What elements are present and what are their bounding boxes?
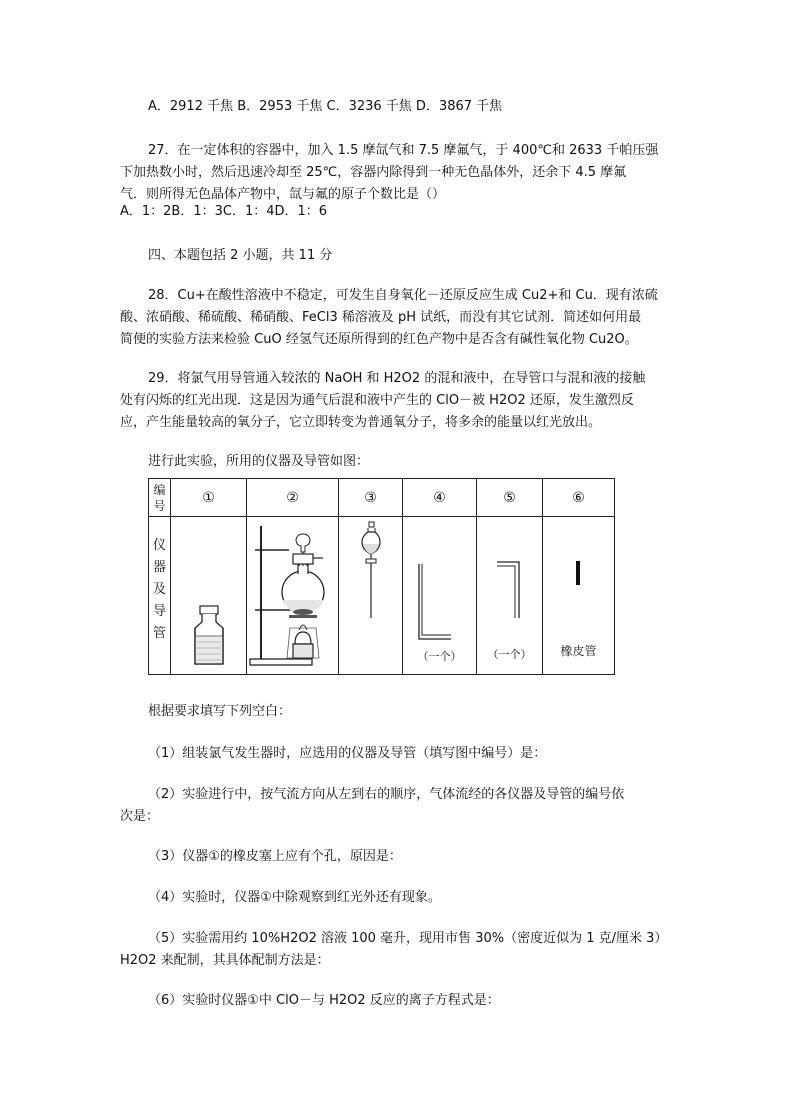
q27-line1: 27．在一定体积的容器中，加入 1.5 摩氙气和 7.5 摩氟气，于 400℃和 2633 千帕压强 xyxy=(148,143,659,158)
number-cell-5 xyxy=(477,479,543,517)
row-label-cell xyxy=(149,517,171,675)
q29-intro: 进行此实验，所用的仪器及导管如图： xyxy=(148,454,370,469)
item-6: （6）实验时仪器①中 ClO－与 H2O2 反应的离子方程式是： xyxy=(148,993,500,1008)
header-label-cell xyxy=(149,479,171,517)
item-1: （1）组装氯气发生器时，应选用的仪器及导管（填写图中编号）是： xyxy=(148,746,547,761)
chlorine-generator-icon xyxy=(247,518,339,674)
apparatus-6-caption: 橡皮管 xyxy=(560,643,597,658)
q29-line2: 处有闪烁的红光出现．这是因为通气后混和液中产生的 ClO－被 H2O2 还原，发生激烈反 xyxy=(120,393,634,408)
apparatus-5-caption: （一个） xyxy=(487,647,532,661)
fill-intro: 根据要求填写下列空白： xyxy=(148,704,292,719)
gas-bottle-icon xyxy=(171,518,247,674)
q27-line2: 下加热数小时，然后迅速冷却至 25℃，容器内除得到一种无色晶体外，还余下 4.5 摩氟 xyxy=(120,165,627,180)
separatory-funnel-icon xyxy=(339,518,403,674)
item-3: （3）仪器①的橡皮塞上应有个孔，原因是： xyxy=(148,849,402,864)
number-2: ② xyxy=(286,489,299,506)
q28-line2: 酸、浓硝酸、稀硫酸、稀硝酸、FeCl3 稀溶液及 pH 试纸，而没有其它试剂．简述如何用最 xyxy=(120,310,642,325)
number-3: ③ xyxy=(364,489,377,506)
apparatus-4-cell xyxy=(403,517,477,675)
apparatus-6-cell xyxy=(543,517,615,675)
number-cell-3 xyxy=(339,479,403,517)
section-4-heading: 四、本题包括 2 小题，共 11 分 xyxy=(148,248,333,263)
item-4: （4）实验时，仪器①中除观察到红光外还有现象。 xyxy=(148,890,441,905)
number-cell-2 xyxy=(247,479,339,517)
q28-line3: 简便的实验方法来检验 CuO 经氢气还原所得到的红色产物中是否含有碱性氧化物 Cu2O。 xyxy=(120,332,638,347)
item-5-line2: H2O2 来配制，其具体配制方法是： xyxy=(120,953,330,968)
item-2-line1: （2）实验进行中，按气流方向从左到右的顺序，气体流经的各仪器及导管的编号依 xyxy=(148,787,625,802)
row-label: 仪 器 及 导 管 xyxy=(152,538,166,641)
number-cell-6 xyxy=(543,479,615,517)
number-1: ① xyxy=(202,489,215,506)
number-6: ⑥ xyxy=(572,489,585,506)
header-label: 编 号 xyxy=(153,482,166,513)
apparatus-2-cell xyxy=(247,517,339,675)
apparatus-3-cell xyxy=(339,517,403,675)
apparatus-1-cell xyxy=(171,517,247,675)
number-5: ⑤ xyxy=(503,489,516,506)
number-cell-4 xyxy=(403,479,477,517)
q29-line1: 29．将氯气用导管通入较浓的 NaOH 和 H2O2 的混和液中，在导管口与混和液的接触 xyxy=(148,371,646,386)
q27-options: A．1：2B．1：3C．1：4D．1：6 xyxy=(120,204,328,219)
item-2-line2: 次是： xyxy=(120,809,160,824)
apparatus-table xyxy=(148,478,615,675)
q28-line1: 28．Cu+在酸性溶液中不稳定，可发生自身氧化－还原反应生成 Cu2+和 Cu．现有浓硫 xyxy=(148,288,658,303)
item-5-line1: （5）实验需用约 10%H2O2 溶液 100 毫升，现用市售 30%（密度近似为 1 克/厘米 3） xyxy=(148,931,668,946)
apparatus-5-cell xyxy=(477,517,543,675)
q26-options: A．2912 千焦 B．2953 千焦 C．3236 千焦 D．3867 千焦 xyxy=(148,99,503,114)
number-4: ④ xyxy=(433,489,446,506)
q29-line3: 应，产生能量较高的氧分子，它立即转变为普通氧分子，将多余的能量以红光放出。 xyxy=(120,415,602,430)
apparatus-4-caption: （一个） xyxy=(417,649,462,663)
number-cell-1 xyxy=(171,479,247,517)
q27-line3: 气．则所得无色晶体产物中，氙与氟的原子个数比是（） xyxy=(120,187,446,202)
